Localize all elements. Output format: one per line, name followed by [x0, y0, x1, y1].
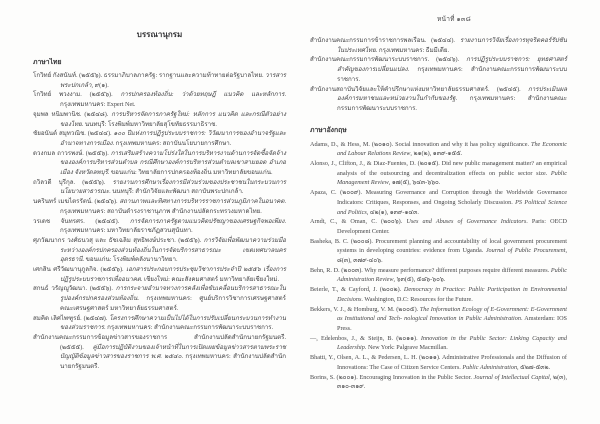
reference-entry: สมคิด เลิศไพฑูรย์. (๒๕๔๗). โครงการศึกษาความเป็นไปได้ในการปรับเปลี่ยนกระบวนการทำงานของส่วนราชการ. กรุงเทพมหานคร: สำนักงานคณะกรรมการพัฒนาระบบราชการ. — [33, 314, 286, 332]
reference-entry: Alonso, J., Clifton, J., & Diaz-Fuentes, D. (๒๐๑๕). Did new public management matter? an empirical analysis of the outsourcing and decentralization effects on public sector size. Public Management Review, ๑๗(๕), ๖๔๓-๖๖๐. — [310, 160, 567, 187]
reference-entry: ถวิลวดี บุรีกุล. (๒๕๕๖). รายงานการศึกษาเรื่องการมีส่วนร่วมของประชาชนในกระบวนการนโยบายสาธารณะ. นนทบุรี: สำนักวิจัยและพัฒนา สถาบันพระปกเกล้า. — [33, 178, 286, 196]
reference-entry: ชัยอนันต์ สมุทวณิช. (๒๕๔๔). ๑๐๐ ปีแห่งการปฏิรูประบบราชการ: วิวัฒนาการของอำนาจรัฐและอำนาจทางการเมือง. กรุงเทพมหานคร: สถาบันนโยบายการศึกษา. — [33, 130, 286, 147]
page-number: หน้าที่ ๑๓๘ — [437, 16, 471, 23]
reference-entry: Apaza, C. (๒๐๐๙). Measuring Governance and Corruption through the Worldwide Governance Indicators: Critiques, Responses, and Ongoing Scholarly Discussion. PS Political Science and Politics, ๔๒(๑), ๑๓๙-๑๔๓. — [310, 189, 568, 216]
english-section-heading: ภาษาอังกฤษ — [310, 126, 347, 134]
reference-entry: โกวิทย์ กังสนันท์. (๒๕๕๖). ธรรมาภิบาลภาครัฐ: รากฐานและความท้าทายต่อรัฐบาลไทย. วารสารพระปกเกล้า, ๙(๑). — [33, 72, 286, 89]
left-page-column — [33, 30, 286, 372]
reference-entry: Behn, R. D. (๒๐๐๓). Why measure performance? different purposes require different measures. Public Administration Review, ๖๓(๕), ๕๘๖-๖๐๖. — [310, 266, 567, 284]
reference-entry: ดวงกมล ถาวรพงษ์. (๒๕๕๖). การเสริมสร้างความโปร่งใสในการบริหารงานด้านการจัดซื้อจัดจ้างขององค์การบริหารส่วนตำบล กรณีศึกษาองค์การบริหารส่วนตำบลเขาสามยอด อำเภอเมือง จังหวัดลพบุรี. ขอนแก่น: วิทยาลัยการปกครองท้องถิ่น มหาวิทยาลัยขอนแก่น. — [33, 149, 286, 177]
reference-entry: โกวิทย์ พวงงาม. (๒๕๕๖). การปกครองท้องถิ่น: ว่าด้วยทฤษฎี แนวคิด และหลักการ. กรุงเทพมหานคร: Expert Net. — [33, 91, 287, 109]
reference-entry: เศกสิน ศรีวัฒนานุกูลกิจ. (๒๕๕๖). เอกสารประกอบการประชุมวิชาการประจำปี ๒๕๕๖ เรื่องการปฏิรูประบบราชการเพื่ออนาคต. เชียงใหม่: คณะสังคมศาสตร์ มหาวิทยาลัยเชียงใหม่. — [33, 266, 286, 283]
bibliography-title: บรรณานุกรม — [136, 30, 183, 39]
right-page-column — [310, 36, 567, 392]
reference-entry: นครินทร์ เมฆไตรรัตน์. (๒๕๔๖). สถานภาพและทิศทางการบริหารราชการส่วนภูมิภาคในอนาคต. กรุงเทพมหานคร: สถาบันดำรงราชานุภาพ สำนักงานปลัดกระทรวงมหาดไทย. — [33, 198, 286, 215]
reference-entry: วรเดช จันทรศร. (๒๕๔๕). การจัดการภาครัฐตามแนวคิดปรัชญาของเศรษฐกิจพอเพียง. กรุงเทพมหานคร: มหาวิทยาลัยราชภัฏสวนสุนันทา. — [33, 217, 286, 235]
thai-section-heading: ภาษาไทย — [33, 59, 62, 66]
reference-entry: Arndt, C., & Oman, C. (๒๐๐๖). Uses and Abuses of Governance Indicators. Paris: OECD Development Center. — [310, 218, 567, 235]
reference-entry: —, Edelenbos, J., & Steijn, B. (๒๐๑๑). Innovation in the Public Sector: Linking Capacity and Leadership. New York: Palgrave Macmillan. — [310, 334, 567, 352]
reference-entry: Bekkers, V. J., & Homburg, V. M. (๒๐๐๕). The Information Ecology of E-Government: E-Government as Institutional and Tech- nological Innovation in Public Administration. Amsterdam: IOS Press. — [310, 305, 568, 332]
reference-entry: Basheka, B. C. (๒๐๐๘). Procurement planning and accountability of local government procurement systems in developing countries: evidence from Uganda. Journal of Public Procurement, ๘(๓), ๓๗๙-๔๐๖. — [310, 237, 567, 265]
reference-entry: Beierle, T., & Cayford, J. (๒๐๐๒). Democracy in Practice: Public Participation in Environmental Decisions. Washington, D.C: Resources for the Future. — [310, 286, 568, 303]
reference-entry: Adams, D., & Hess, M. (๒๐๑๐). Social innovation and why it has policy significance. The Economic and Labour Relations Review, ๒๑(๒), ๑๓๙-๑๕๕. — [310, 140, 567, 158]
thai-reference-list-right — [310, 36, 567, 114]
reference-entry: Bhatti, Y., Olsen, A. L., & Pedersen, L. H. (๒๐๑๑). Administrative Professionals and the Diffusion of Innovations: The Case of Citizen Service Centers. Public Administration, ๕๒๗-๕๓๒. — [310, 354, 567, 371]
reference-entry: จุมพล หนิมพานิช. (๒๕๔๘). การบริหารจัดการภาครัฐใหม่: หลักการ แนวคิด และกรณีตัวอย่างของไทย. นนทบุรี: โรงพิมพ์มหาวิทยาลัยสุโขทัยธรรมาธิราช. — [33, 110, 286, 128]
reference-entry: สำนักงานสถาบันวิจัยและให้คำปรึกษาแห่งมหาวิทยาลัยธรรมศาสตร์. (๒๕๔๕). การประเมินผลองค์การมหาชนและหน่วยงานในกำกับของรัฐ. กรุงเทพมหานคร: สำนักงานคณะกรรมการพัฒนาระบบราชการ. — [310, 85, 567, 112]
english-reference-list — [310, 140, 567, 392]
reference-entry: Borins, S. (๒๐๐๑). Encouraging Innovation in the Public Sector. Journal of Intellectual Capital, ๒(๓), ๓๑๐-๓๑๙. — [310, 373, 567, 391]
reference-entry: สำนักงานคณะกรรมการข้อมูลข่าวสารของราชการ สำนักงานปลัดสำนักนายกรัฐมนตรี. (๒๕๕๕). คู่มือการปฏิบัติงานของเจ้าหน้าที่ในการเปิดเผยข้อมูลข่าวสารตามพระราชบัญญัติข้อมูลข่าวสารของราชการ พ.ศ. ๒๕๔๐. กรุงเทพมหานคร: สำนักงานปลัดสำนักนายกรัฐมนตรี. — [33, 333, 287, 371]
reference-entry: ศุภวัฒนากร วงศ์ธนวสุ และ ธัชเฉลิม สุทธิพงษ์ประชา. (๒๕๕๖). การวิจัยเพื่อพัฒนาความร่วมมือระหว่างองค์กรปกครองส่วนท้องถิ่นในการจัดบริการสาธารณะ เขตเทศบาลนครอุดรธานี. ขอนแก่น: โรงพิมพ์คลังนานาวิทยา. — [33, 236, 286, 264]
reference-entry: สำนักงานคณะกรรมการพัฒนาระบบราชการ. (๒๕๔๖). การปฏิรูประบบราชการ: ยุทธศาสตร์สำคัญของการเปลี่ยนแปลง. กรุงเทพมหานคร: สำนักงานคณะกรรมการพัฒนาระบบราชการ. — [310, 56, 567, 83]
reference-entry: สำนักงานคณะกรรมการข้าราชการพลเรือน. (๒๕๔๔). รายงานการวิจัยเรื่องการทุจริตคอร์รัปชันในประเทศไทย. กรุงเทพมหานคร: ธีมมีเดีย. — [310, 37, 567, 54]
reference-entry: สกนธ์ วรัญญูวัฒนา. (๒๕๕๖). การกระจายอำนาจทางการคลังเพื่อขับเคลื่อนบริการสาธารณะในรูปองค์กรปกครองส่วนท้องถิ่น. กรุงเทพมหานคร: ศูนย์บริการวิชาการเศรษฐศาสตร์ คณะเศรษฐศาสตร์ มหาวิทยาลัยธรรมศาสตร์. — [33, 285, 286, 312]
thai-reference-list-left — [33, 71, 286, 372]
